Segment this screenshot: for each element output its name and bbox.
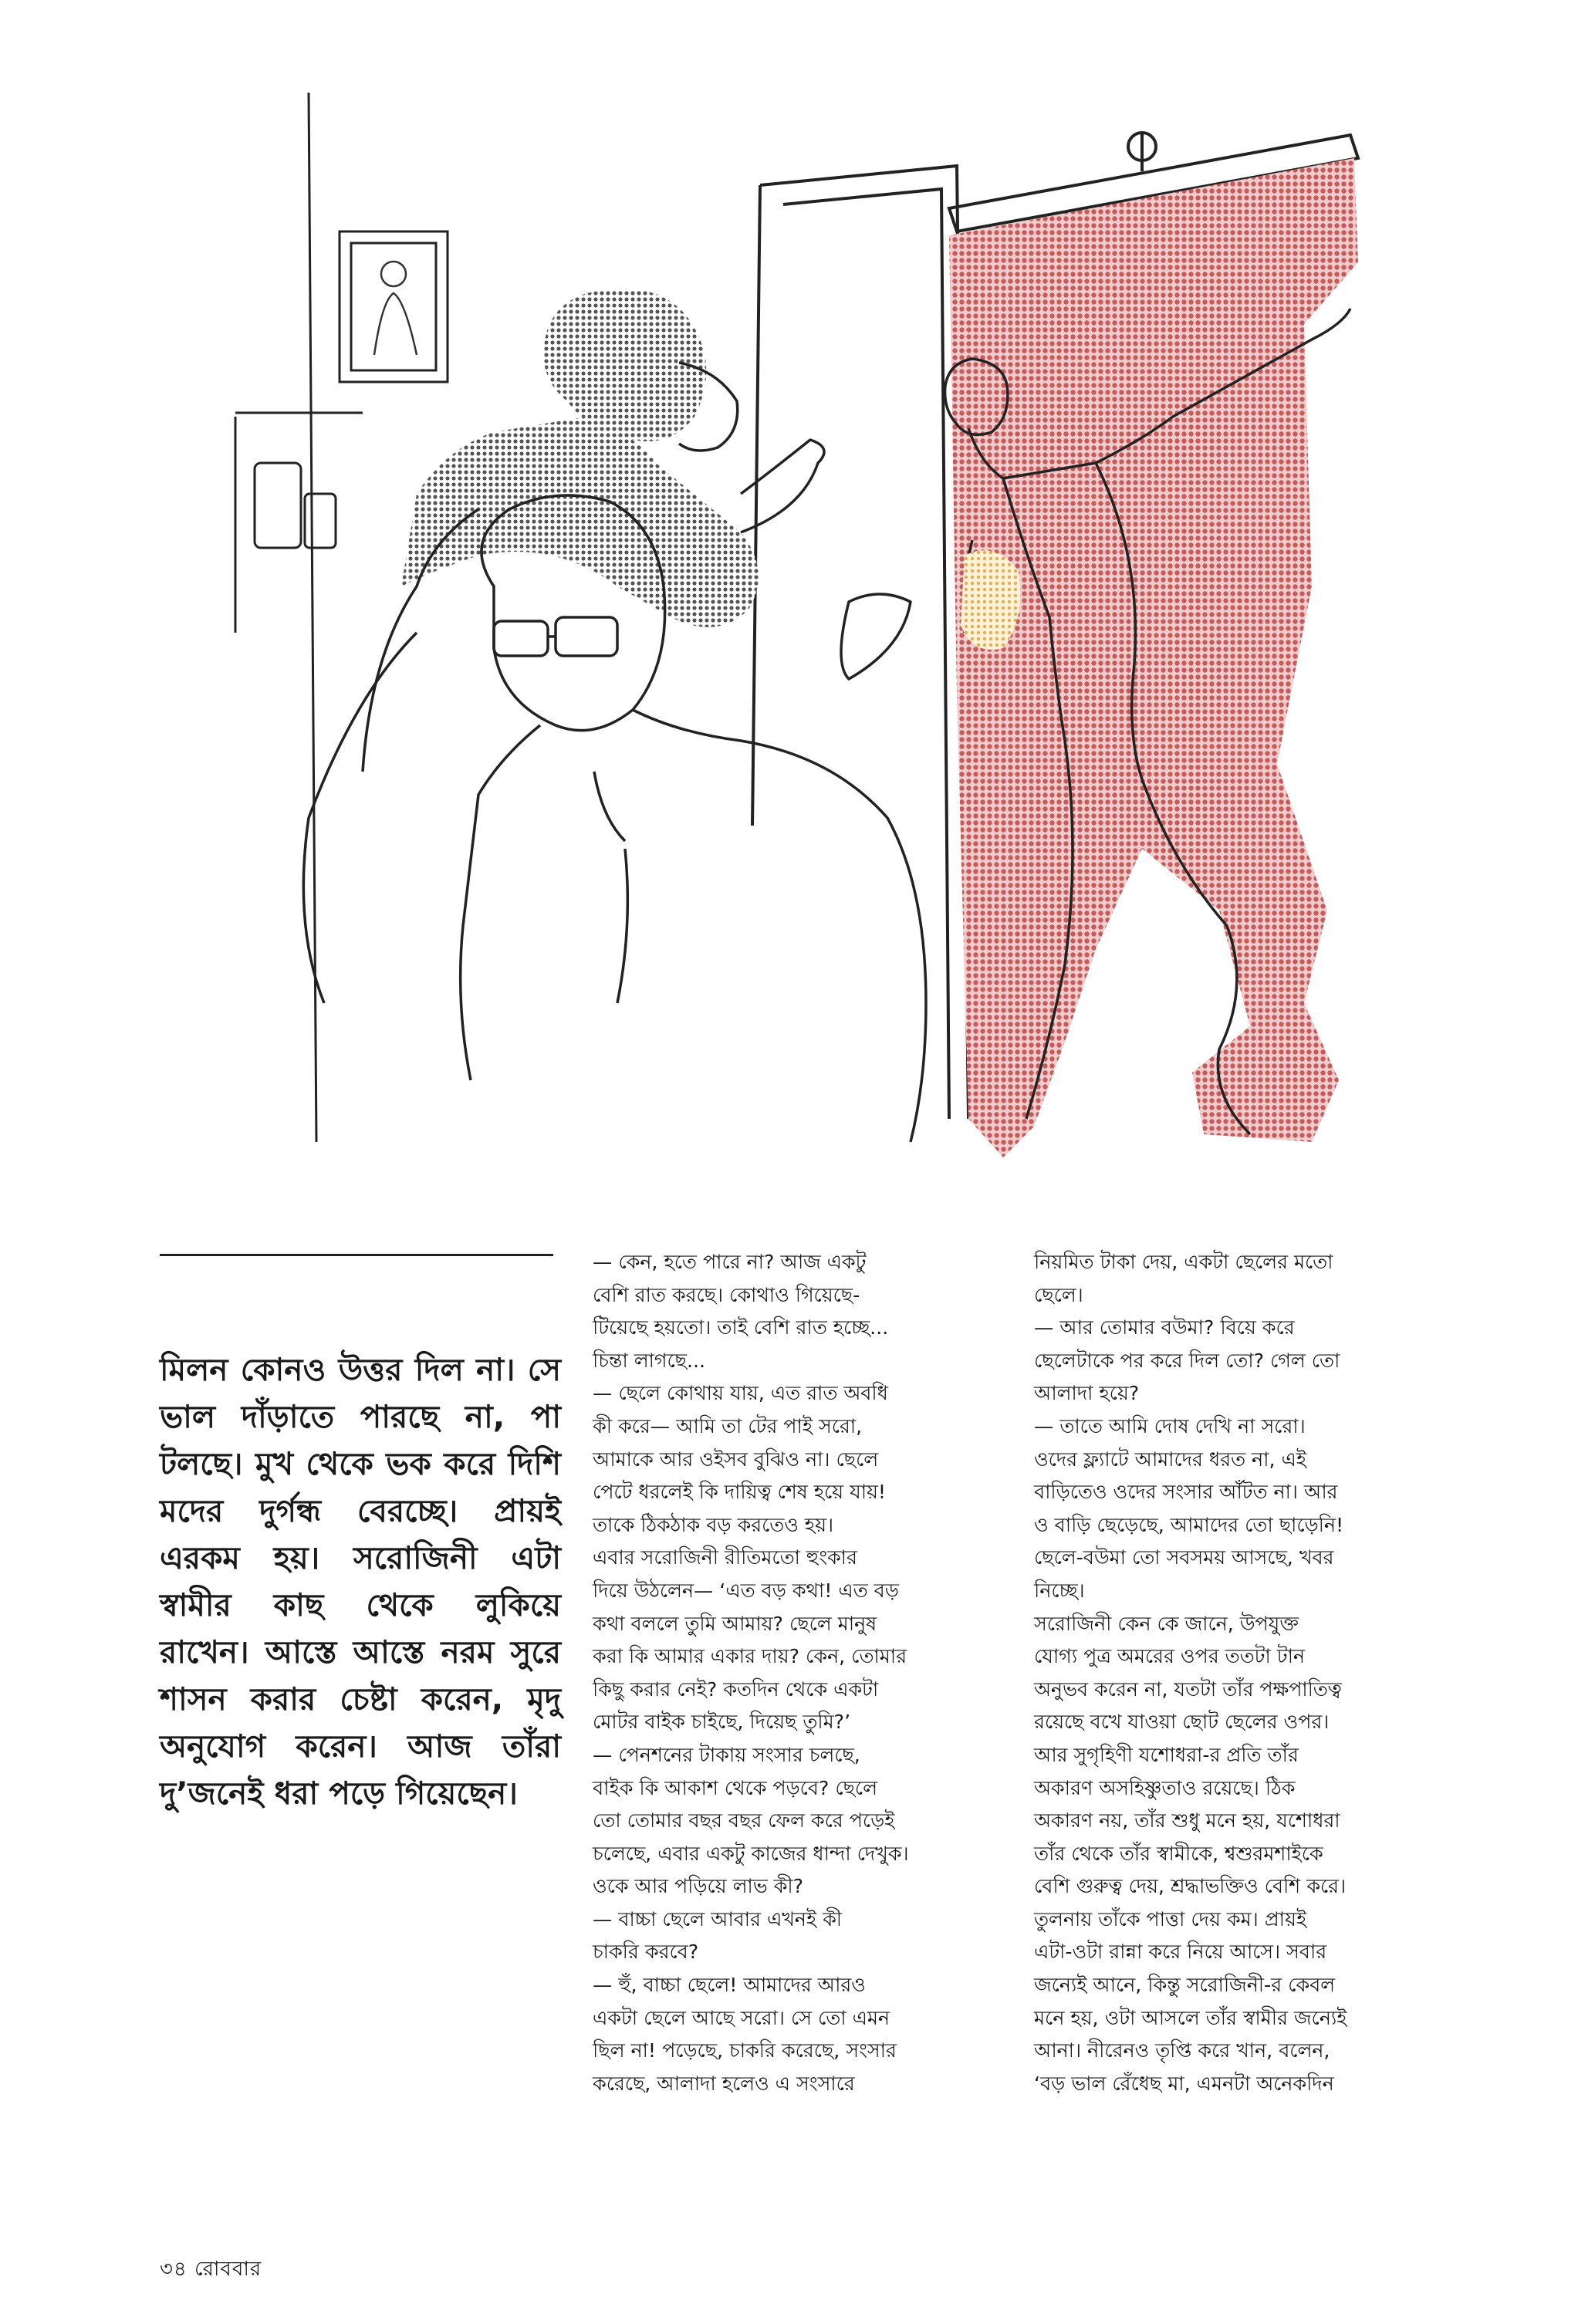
text-column-right — [1034, 1246, 1431, 2100]
page-footer — [160, 2253, 262, 2287]
door — [752, 166, 968, 1119]
mother-body-halftone — [401, 417, 759, 627]
mother-hair-halftone — [544, 289, 707, 441]
framed-portrait — [374, 262, 417, 355]
section-rule — [160, 1254, 553, 1256]
room-lines — [235, 93, 448, 1142]
column-right-text: নিয়মিত টাকা দেয়, একটা ছেলের মতো ছেলে। — আর তোমার বউমা? বিয়ে করে ছেলেটাকে পর করে দিল তো? গেল তো আলাদা হয়ে? — তাতে আমি দোষ দেখি না সরো। ওদের ফ্ল্যাটে আমাদের ধরত না, এই বাড়িতেও ওদের সংসার আঁটত না। আর ও বাড়ি ছেড়েছে, আমাদের তো ছাড়েনি! ছেলে-বউমা তো সবসময় আসছে, খবর নিচ্ছে। সরোজিনী কেন কে জানে, উপযুক্ত যোগ্য পুত্র অমরের ওপর ততটা টান অনুভব করেন না, যতটা তাঁর পক্ষপাতিত্ব রয়েছে বখে যাওয়া ছোট ছেলের ওপর। আর সুগৃহিণী যশোধরা-র প্রতি তাঁর অকারণ অসহিষ্ণুতাও রয়েছে। ঠিক অকারণ নয়, তাঁর শুধু মনে হয়, যশোধরা তাঁর থেকে তাঁর স্বামীকে, শ্বশুরমশাইকে বেশি গুরুত্ব দেয়, শ্রদ্ধাভক্তিও বেশি করে। তুলনায় তাঁকে পাত্তা দেয় কম। প্রায়ই এটা-ওটা রান্না করে নিয়ে আসে। সবার জন্যেই আনে, কিন্তু সরোজিনী-র কেবল মনে হয়, ওটা আসলে তাঁর স্বামীর জন্যেই আনা। নীরেনও তৃপ্তি করে খান, বলেন, ‘বড় ভাল রেঁধেছ মা, এমনটা অনেকদিন — [1034, 1251, 1347, 2095]
column-middle-text: — কেন, হতে পারে না? আজ একটু বেশি রাত করছে। কোথাও গিয়েছে- টিয়েছে হয়তো। তাই বেশি রাত হচ্ছে... চিন্তা লাগছে... — ছেলে কোথায় যায়, এত রাত অবধি কী করে— আমি তা টের পাই সরো, আমাকে আর ওইসব বুঝিও না। ছেলে পেটে ধরলেই কি দায়িত্ব শেষ হয়ে যায়! তাকে ঠিকঠাক বড় করতেও হয়। এবার সরোজিনী রীতিমতো হুংকার দিয়ে উঠলেন— ‘এত বড় কথা! এত বড় কথা বললে তুমি আমায়? ছেলে মানুষ করা কি আমার একার দায়? কেন, তোমার কিছু করার নেই? কতদিন থেকে একটা মোটর বাইক চাইছে, দিয়েছ তুমি?’ — পেনশনের টাকায় সংসার চলছে, বাইক কি আকাশ থেকে পড়বে? ছেলে তো তোমার বছর বছর ফেল করে পড়েই চলেছে, এবার একটু কাজের ধান্দা দেখুক। ওকে আর পড়িয়ে লাভ কী? — বাচ্চা ছেলে আবার এখনই কী চাকরি করবে? — হুঁ, বাচ্চা ছেলে! আমাদের আরও একটা ছেলে আছে সরো। সে তো এমন ছিল না! পড়েছে, চাকরি করেছে, সংসার করেছে, আলাদা হলেও এ সংসারে — [593, 1251, 909, 2095]
pull-quote — [160, 1346, 561, 1817]
doorway-halftone — [949, 158, 1358, 1157]
page-number: ৩৪ — [160, 2258, 188, 2281]
publication-name: রোববার — [194, 2258, 262, 2281]
pull-quote-text: মিলন কোনও উত্তর দিল না। সে ভাল দাঁড়াতে পারছে না, পা টলছে। মুখ থেকে ভক করে দিশি মদের দুর্গন্ধ বেরচ্ছে। প্রায়ই এরকম হয়। সরোজিনী এটা স্বামীর কাছ থেকে লুকিয়ে রাখেন। আস্তে আস্তে নরম সুরে শাসন করার চেষ্টা করেন, মৃদু অনুযোগ করেন। আজ তাঁরা দু’জনেই ধরা পড়ে গিয়েছেন। — [160, 1351, 561, 1812]
text-column-middle — [593, 1246, 990, 2100]
